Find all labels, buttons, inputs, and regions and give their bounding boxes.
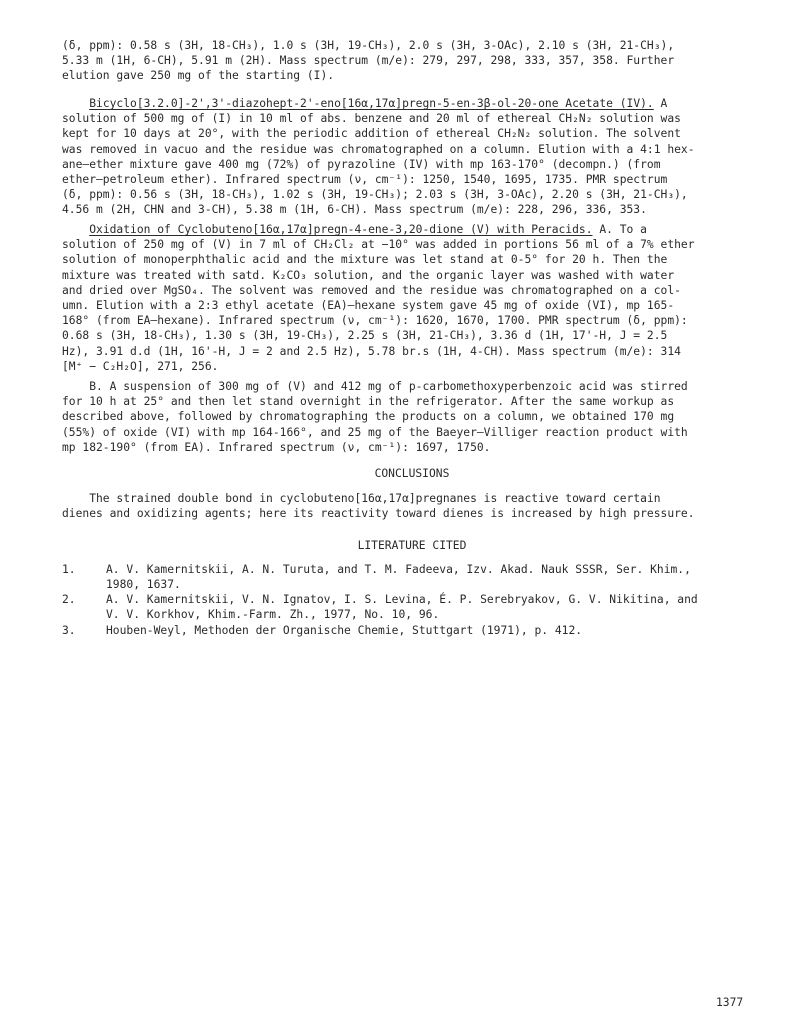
reference-line: V. V. Korkhov, Khim.-Farm. Zh., 1977, No. 10, 96. [106,608,440,622]
text-line: ether—petroleum ether). Infrared spectrum (ν, cm⁻¹): 1250, 1540, 1695, 1735. PMR spectrum [62,173,668,187]
section-heading: Oxidation of Cyclobuteno[16α,17α]pregn-4-ene-3,20-dione (V) with Peracids. [89,223,593,236]
reference-line: Houben-Weyl, Methoden der Organische Chemie, Stuttgart (1971), p. 412. [106,624,583,637]
text-line: 4.56 m (2H, CHN and 3-CH), 5.38 m (1H, 6-CH). Mass spectrum (m/e): 228, 296, 336, 353. [62,203,647,217]
reference-item [62,623,762,639]
reference-line: 1980, 1637. [106,578,181,592]
text-line: and dried over MgSO₄. The solvent was removed and the residue was chromatographed on a col- [62,283,681,297]
conclusions-heading: CONCLUSIONS [374,467,450,480]
text-line: solution of monoperphthalic acid and the mixture was let stand at 0-5° for 20 h. Then the [62,253,668,267]
text-line: mixture was treated with satd. K₂CO₃ solution, and the organic layer was washed with water [62,268,675,282]
conclusions-text [62,491,762,521]
text-line: solution of 500 mg of (I) in 10 ml of abs. benzene and 20 ml of ethereal CH₂N₂ solution was [62,112,681,126]
heading-tail: A. To a [592,223,647,236]
text-line: described above, followed by chromatographing the products on a column, we obtained 170 mg [62,410,675,424]
text-line: was removed in vacuo and the residue was chromatographed on a column. Elution with a 4:1 hex- [62,142,695,156]
text-line: B. A suspension of 300 mg of (V) and 412 mg of p-carbomethoxyperbenzoic acid was stirred [62,380,688,393]
text-line: umn. Elution with a 2:3 ethyl acetate (EA)—hexane system gave 45 mg of oxide (VI), mp 165- [62,299,675,313]
paragraph-part-b [62,379,762,455]
reference-line: A. V. Kamernitskii, V. N. Ignatov, I. S. Levina, É. P. Serebryakov, G. V. Nikitina, and [106,593,698,606]
text-line: The strained double bond in cyclobuteno[16α,17α]pregnanes is reactive toward certain [62,492,661,505]
text-line: ane—ether mixture gave 400 mg (72%) of pyrazoline (IV) with mp 163-170° (decompn.) (from [62,157,661,171]
paragraph-compound-iv [62,96,762,218]
text-line: kept for 10 days at 20°, with the periodic addition of ethereal CH₂N₂ solution. The solvent [62,127,681,141]
text-line: [M⁺ − C₂H₂O], 271, 256. [62,359,219,373]
text-line: 168° (from EA—hexane). Infrared spectrum (ν, cm⁻¹): 1620, 1670, 1700. PMR spectrum (δ, ppm): [62,314,688,328]
text-line: (55%) of oxide (VI) with mp 164-166°, and 25 mg of the Baeyer—Villiger reaction product with [62,425,688,439]
literature-heading: LITERATURE CITED [357,539,467,552]
reference-number: 3. [62,624,76,637]
reference-number: 1. [62,563,76,576]
page-number: 1377 [716,996,744,1009]
paragraph-oxidation [62,222,762,374]
text-line: Hz), 3.91 d.d (1H, 16'-H, J = 2 and 2.5 Hz), 5.78 br.s (1H, 4-CH). Mass spectrum (m/e): 314 [62,344,681,358]
paragraph-continuation [62,38,762,84]
heading-tail: A [653,97,668,110]
text-line: for 10 h at 25° and then let stand overnight in the refrigerator. After the same workup as [62,395,675,409]
text-line: (δ, ppm): 0.58 s (3H, 18-CH₃), 1.0 s (3H, 19-CH₃), 2.0 s (3H, 3-OAc), 2.10 s (3H, 21-CH₃), [62,39,675,52]
text-line: 0.68 s (3H, 18-CH₃), 1.30 s (3H, 19-CH₃), 2.25 s (3H, 21-CH₃), 3.36 d (1H, 17'-H, J = 2.5 [62,329,668,343]
text-line: (δ, ppm): 0.56 s (3H, 18-CH₃), 1.02 s (3H, 19-CH₃); 2.03 s (3H, 3-OAc), 2.20 s (3H, 21-CH₃), [62,188,688,202]
reference-line: A. V. Kamernitskii, A. N. Turuta, and T. M. Fadeeva, Izv. Akad. Nauk SSSR, Ser. Khim., [106,563,691,576]
reference-number: 2. [62,593,76,606]
text-line: elution gave 250 mg of the starting (I). [62,69,335,83]
section-heading: Bicyclo[3.2.0]-2',3'-diazohept-2'-eno[16α,17α]pregn-5-en-3β-ol-20-one Acetate (IV). [89,97,654,110]
reference-item [62,562,762,593]
text-line: mp 182-190° (from EA). Infrared spectrum (ν, cm⁻¹): 1697, 1750. [62,440,491,454]
text-line: dienes and oxidizing agents; here its reactivity toward dienes is increased by high pressure. [62,507,695,521]
text-line: 5.33 m (1H, 6-CH), 5.91 m (2H). Mass spectrum (m/e): 279, 297, 298, 333, 357, 358. Further [62,54,675,68]
text-line: solution of 250 mg of (V) in 7 ml of CH₂Cl₂ at −10° was added in portions 56 ml of a 7% ether [62,238,695,252]
reference-item [62,592,762,623]
